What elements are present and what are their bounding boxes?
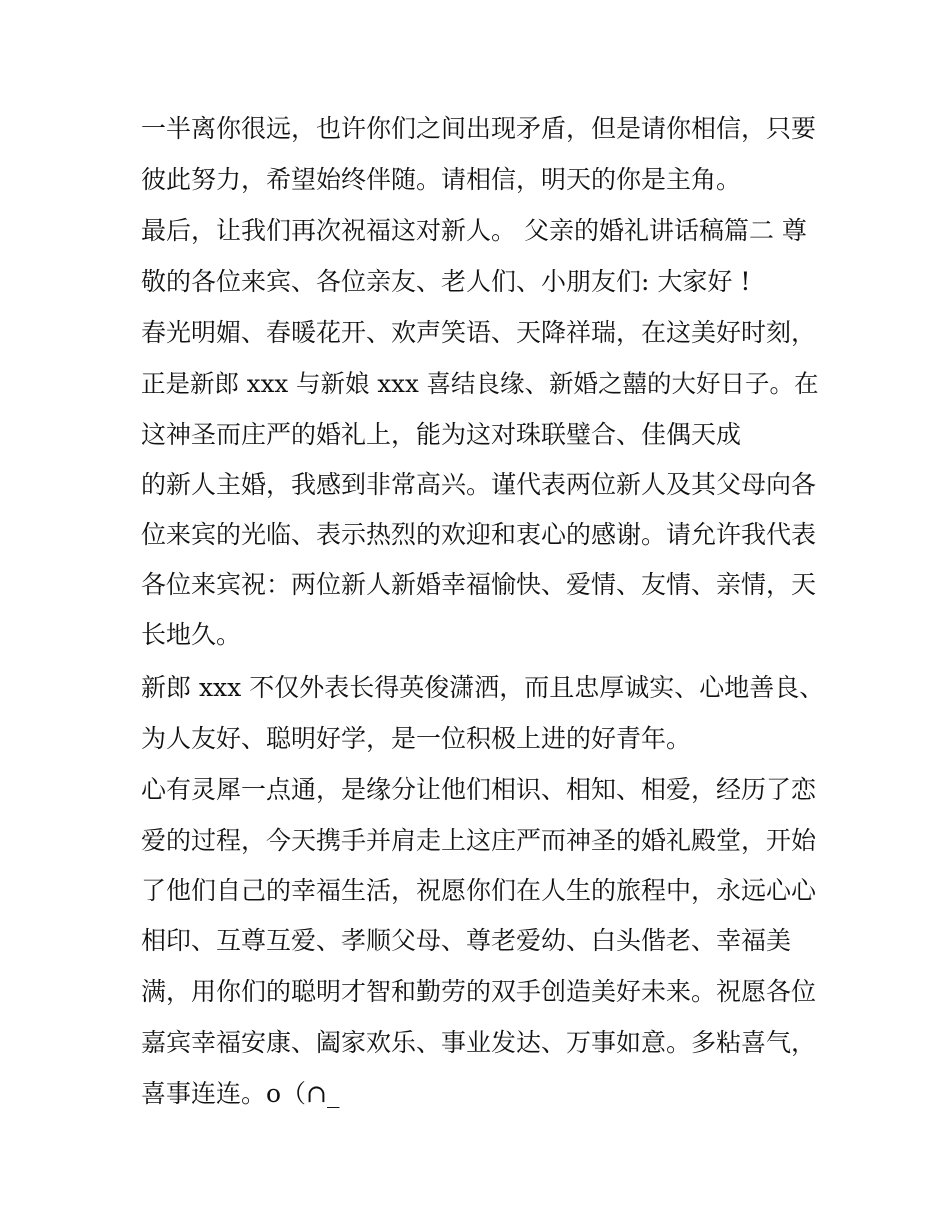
text-line: 春光明媚、春暖花开、欢声笑语、天降祥瑞，在这美好时刻，: [141, 318, 817, 347]
text-line: 为人友好、聪明好学，是一位积极上进的好青年。: [141, 724, 692, 753]
text-line: 这神圣而庄严的婚礼上，能为这对珠联璧合、佳偶天成: [141, 420, 742, 449]
text-line: 新郎 xxx 不仅外表长得英俊潇洒，而且忠厚诚实、心地善良、: [141, 673, 825, 702]
text-line: 长地久。: [141, 620, 242, 649]
text-line: 心有灵犀一点通，是缘分让他们相识、相知、相爱，经历了恋: [141, 775, 817, 804]
text-line: 最后，让我们再次祝福这对新人。 父亲的婚礼讲话稿篇二 尊: [141, 216, 807, 245]
text-line: 嘉宾幸福安康、阖家欢乐、事业发达、万事如意。多粘喜气，: [141, 1028, 817, 1057]
text-line: 一半离你很远，也许你们之间出现矛盾，但是请你相信，只要: [141, 114, 817, 143]
text-line: 各位来宾祝：两位新人新婚幸福愉快、爱情、友情、亲情，天: [141, 570, 817, 599]
text-line: 正是新郎 xxx 与新娘 xxx 喜结良缘、新婚之囍的大好日子。在: [141, 369, 819, 398]
text-line: 位来宾的光临、表示热烈的欢迎和衷心的感谢。请允许我代表: [141, 520, 817, 549]
text-line: 的新人主婚，我感到非常高兴。谨代表两位新人及其父母向各: [141, 470, 817, 499]
text-line: 了他们自己的幸福生活，祝愿你们在人生的旅程中，永远心心: [141, 876, 817, 905]
text-line: 喜事连连。o（∩_: [141, 1079, 340, 1108]
text-line: 彼此努力，希望始终伴随。请相信，明天的你是主角。: [141, 165, 742, 194]
text-line: 敬的各位来宾、各位亲友、老人们、小朋友们: 大家好 !: [141, 267, 751, 296]
text-line: 满，用你们的聪明才智和勤劳的双手创造美好未来。祝愿各位: [141, 977, 817, 1006]
text-line: 爱的过程，今天携手并肩走上这庄严而神圣的婚礼殿堂，开始: [141, 826, 817, 855]
text-line: 相印、互尊互爱、孝顺父母、尊老爱幼、白头偕老、幸福美: [141, 926, 792, 955]
